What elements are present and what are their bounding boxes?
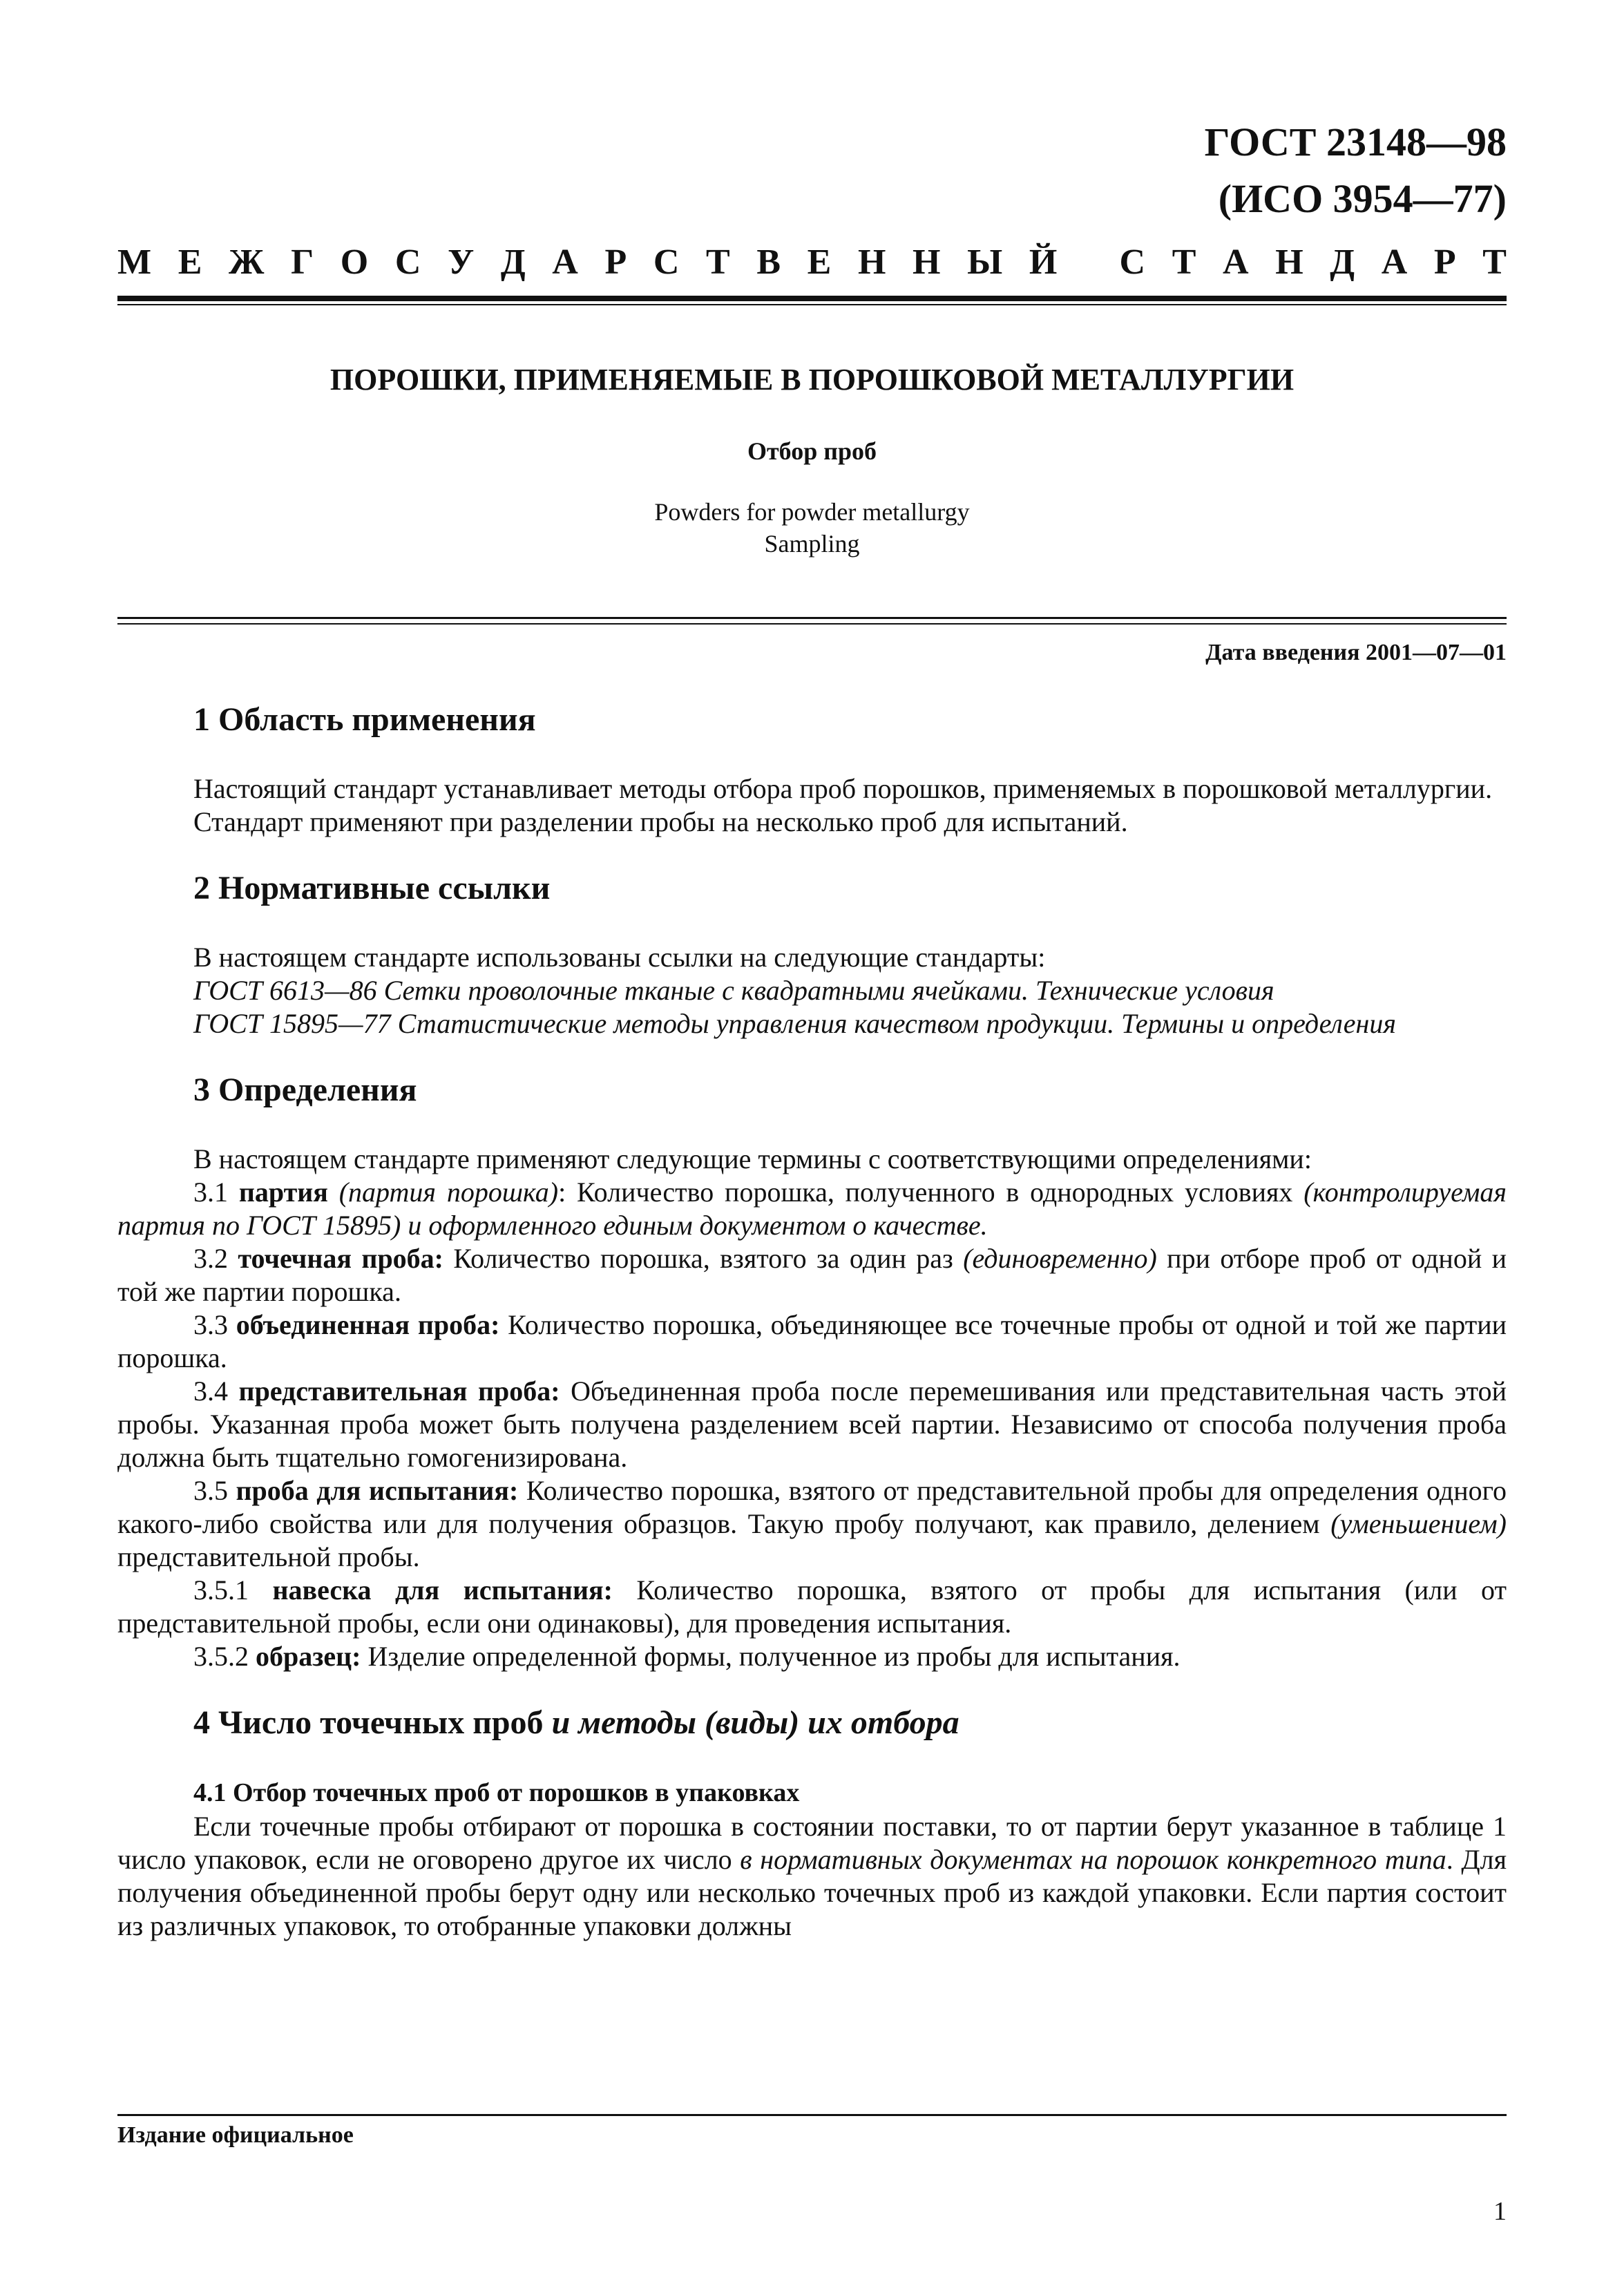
definition-number: 3.2 (193, 1243, 228, 1274)
interstate-letter: С (653, 242, 680, 282)
definition-3-2 (117, 1242, 1507, 1308)
document-title: ПОРОШКИ, ПРИМЕНЯЕМЫЕ В ПОРОШКОВОЙ МЕТАЛЛУРГИИ (329, 363, 1295, 397)
definition-text: Изделие определенной формы, полученное из пробы для испытания. (361, 1641, 1181, 1672)
document-body (117, 698, 1507, 1943)
section-2-heading: 2 Нормативные ссылки (193, 870, 551, 906)
definition-number: 3.5.1 (193, 1574, 249, 1606)
interstate-letter: Ж (229, 242, 265, 282)
interstate-letter: Д (500, 242, 526, 282)
edition-label: Издание официальное (117, 2122, 354, 2148)
definition-alt-term: (партия порошка) (338, 1177, 559, 1208)
definition-term: партия (238, 1177, 328, 1208)
definition-term: образец: (256, 1641, 361, 1672)
section-4-heading-bold: 4 Число точечных проб (193, 1704, 544, 1741)
definition-3-4 (117, 1375, 1507, 1474)
section-2-paragraph-1: В настоящем стандарте использованы ссылки на следующие стандарты: (193, 942, 1046, 973)
interstate-letter: А (1223, 242, 1249, 282)
paragraph-text: . Для получения объединенной пробы берут одну или несколько точечных проб из каждой упаковки. Если партия состоит из различных упаковок, то отобранные упаковки должны (117, 1844, 1507, 1941)
section-1-heading: 1 Область применения (193, 701, 536, 738)
header-rule-thin (117, 304, 1507, 305)
definition-term: навеска для испытания: (272, 1574, 613, 1606)
definition-3-5-2 (117, 1640, 1507, 1673)
definition-3-3 (117, 1308, 1507, 1375)
definition-3-1 (117, 1176, 1507, 1242)
gost-number: ГОСТ 23148—98 (1204, 120, 1507, 164)
interstate-letter: Д (1330, 242, 1355, 282)
interstate-letter: Г (291, 242, 314, 282)
definition-3-5 (117, 1474, 1507, 1574)
definition-number: 3.5 (193, 1475, 228, 1506)
section-2-reference-2: ГОСТ 15895—77 Статистические методы управления качеством продукции. Термины и определения (193, 1008, 1396, 1039)
definition-text: представительной пробы. (117, 1541, 420, 1572)
title-block (117, 359, 1507, 560)
section-4-heading (193, 1701, 1507, 1745)
interstate-letter: С (1119, 242, 1146, 282)
interstate-letter: Т (1482, 242, 1507, 282)
english-title-line2: Sampling (764, 530, 860, 558)
definition-text: Количество порошка, взятого за один раз (443, 1243, 964, 1274)
interstate-letter: А (1381, 242, 1408, 282)
definition-text: при отборе проб от одной и той же партии порошка. (117, 1243, 1507, 1307)
interstate-standard-banner (117, 238, 1507, 287)
interstate-letter: Ы (967, 242, 1003, 282)
definition-term: объединенная проба: (236, 1309, 500, 1340)
section-1-paragraph-1: Настоящий стандарт устанавливает методы отбора проб порошков, применяемых в порошковой металлургии. (193, 773, 1493, 804)
interstate-letter: Т (706, 242, 730, 282)
definition-text: : Количество порошка, полученного в однородных условиях (558, 1177, 1293, 1208)
section-3-intro: В настоящем стандарте применяют следующие термины с соответствующими определениями: (193, 1143, 1312, 1174)
section-3-heading: 3 Определения (193, 1072, 417, 1108)
english-title (117, 496, 1507, 560)
paragraph-text: Если точечные пробы отбирают от порошка в состоянии поставки, то от партии берут указанное в таблице 1 число упаковок, если не оговорено другое их число (117, 1811, 1507, 1875)
interstate-letter: Е (178, 242, 202, 282)
interstate-letter: С (394, 242, 421, 282)
interstate-letter: Н (857, 242, 886, 282)
definition-number: 3.4 (193, 1375, 228, 1407)
introduction-date: Дата введения 2001—07—01 (1205, 640, 1507, 665)
definition-number: 3.5.2 (193, 1641, 249, 1672)
standard-designation (1205, 114, 1507, 227)
document-subtitle: Отбор проб (747, 437, 877, 465)
interstate-letter: В (756, 242, 781, 282)
interstate-letter (1084, 238, 1093, 287)
paragraph-text-italic: в нормативных документах на порошок конкретного типа (740, 1844, 1446, 1875)
interstate-letter: А (552, 242, 578, 282)
definition-3-5-1 (117, 1574, 1507, 1640)
definition-term: проба для испытания: (236, 1475, 519, 1506)
definition-term: представительная проба: (238, 1375, 560, 1407)
page-number: 1 (1493, 2197, 1507, 2226)
interstate-letter: Е (807, 242, 832, 282)
interstate-letter: Н (913, 242, 941, 282)
definition-number: 3.3 (193, 1309, 228, 1340)
subsection-4-1-heading: 4.1 Отбор точечных проб от порошков в упаковках (193, 1778, 800, 1807)
interstate-letter: Р (604, 242, 627, 282)
iso-number: (ИСО 3954—77) (1218, 176, 1507, 221)
title-rule-thin (117, 623, 1507, 625)
interstate-letter: О (340, 242, 369, 282)
interstate-letter: Р (1433, 242, 1456, 282)
interstate-letter: Н (1275, 242, 1303, 282)
definition-term: точечная проба: (238, 1243, 444, 1274)
definition-text: Количество порошка, взятого от пробы для испытания (или от представительной пробы, если они одинаковы), для проведения испытания. (117, 1574, 1507, 1639)
definition-text: Количество порошка, взятого от представительной пробы для определения одного какого-либо свойства или для получения образцов. Такую пробу получают, как правило, делением (117, 1475, 1507, 1539)
interstate-letter: М (117, 242, 152, 282)
section-2-reference-1: ГОСТ 6613—86 Сетки проволочные тканые с квадратными ячейками. Технические условия (193, 975, 1274, 1006)
definition-text-italic: (единовременно) (963, 1243, 1157, 1274)
subsection-4-1-paragraph (117, 1810, 1507, 1943)
section-4-heading-italic: и методы (виды) их отбора (543, 1704, 959, 1741)
interstate-letter: Т (1172, 242, 1196, 282)
english-title-line1: Powders for powder metallurgy (654, 498, 970, 526)
interstate-letter: У (448, 242, 475, 282)
definition-text: Объединенная проба после перемешивания или представительная часть этой пробы. Указанная проба может быть получена разделением всей партии. Независимо от способа получения проба должна быть тщательно гомогенизирована. (117, 1375, 1507, 1473)
definition-text-italic: (контролируемая партия по ГОСТ 15895) и оформленного единым документом о качестве. (117, 1177, 1507, 1241)
section-1-paragraph-2: Стандарт применяют при разделении пробы на несколько проб для испытаний. (193, 806, 1128, 837)
definition-text: Количество порошка, объединяющее все точечные пробы от одной и той же партии порошка. (117, 1309, 1507, 1373)
definition-number: 3.1 (193, 1177, 228, 1208)
title-rule-thick (117, 617, 1507, 619)
footer-rule (117, 2114, 1507, 2116)
header-rule-thick (117, 296, 1507, 301)
definition-text-italic: (уменьшением) (1330, 1508, 1507, 1539)
interstate-letter: Й (1029, 242, 1058, 282)
